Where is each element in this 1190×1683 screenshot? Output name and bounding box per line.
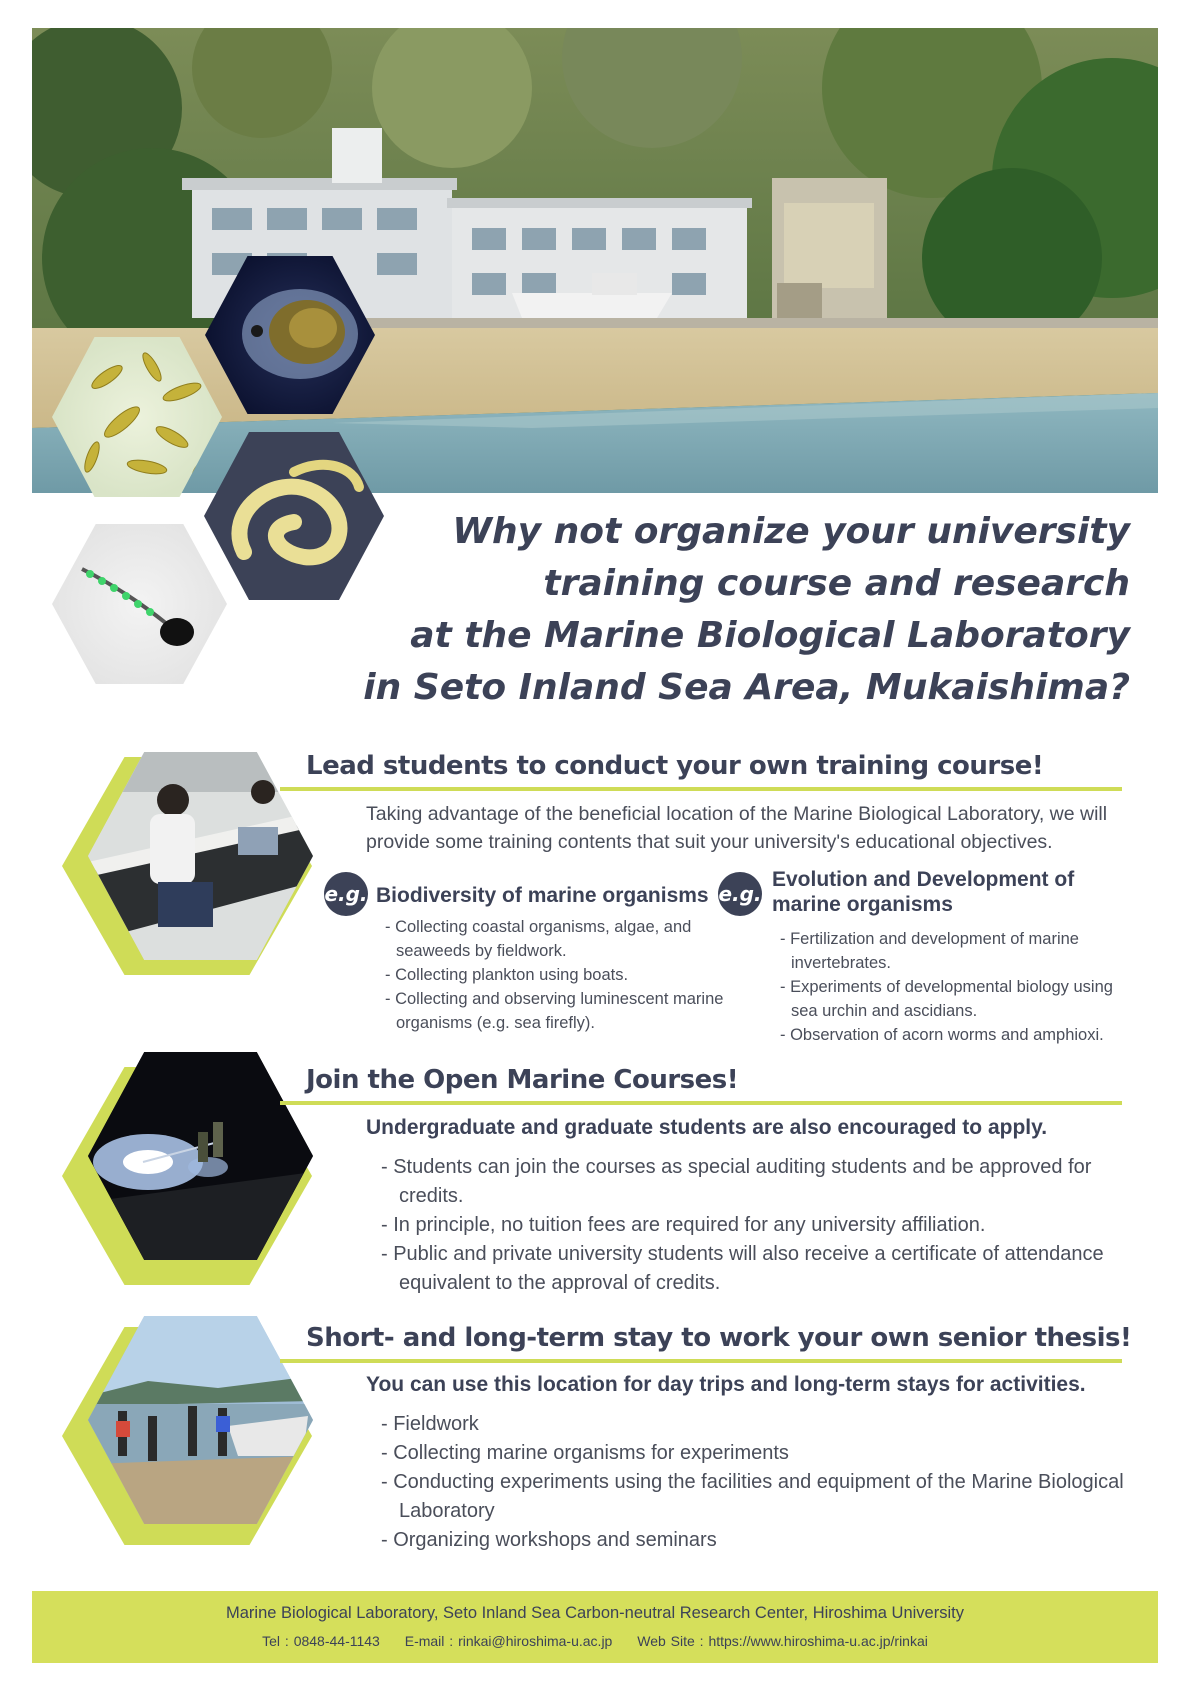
- list-item: - Collecting coastal organisms, algae, and seaweeds by fieldwork.: [385, 918, 692, 960]
- section1-rule: [280, 787, 1122, 791]
- list-item: - Collecting plankton using boats.: [385, 966, 629, 984]
- footer: [32, 1591, 1158, 1663]
- footer-org: Marine Biological Laboratory, Seto Inland Sea Carbon-neutral Research Center, Hiroshima University: [226, 1604, 964, 1622]
- footer-email[interactable]: E-mail : rinkai@hiroshima-u.ac.jp: [404, 1633, 613, 1649]
- list-item: - Fieldwork: [381, 1413, 479, 1435]
- list-item: - Public and private university students will also receive a certificate of attendance equivalent to the approval of credits.: [381, 1243, 1104, 1294]
- list-item: - Students can join the courses as special auditing students and be approved for credits.: [381, 1156, 1092, 1207]
- larva-photo: [52, 524, 227, 684]
- headline-line-3: at the Marine Biological Laboratory: [410, 615, 1130, 656]
- section2-rule: [280, 1101, 1122, 1105]
- example2-title: Evolution and Development of marine organisms: [772, 868, 1075, 916]
- headline-line-1: Why not organize your university: [452, 511, 1130, 552]
- footer-website[interactable]: Web Site : https://www.hiroshima-u.ac.jp/rinkai: [637, 1633, 928, 1649]
- section2-title: Join the Open Marine Courses!: [306, 1065, 739, 1095]
- list-item: - Collecting and observing luminescent marine organisms (e.g. sea firefly).: [385, 990, 724, 1032]
- list-item: - Collecting marine organisms for experiments: [381, 1442, 789, 1464]
- list-item: - Organizing workshops and seminars: [381, 1529, 717, 1551]
- section3-title: Short- and long-term stay to work your own senior thesis!: [306, 1323, 1132, 1353]
- section2-list: [365, 1153, 1135, 1298]
- section1-intro: Taking advantage of the beneficial location of the Marine Biological Laboratory, we will provide some training contents that suit your university's educational objectives.: [366, 803, 1108, 853]
- example1-title: Biodiversity of marine organisms: [376, 884, 709, 907]
- example2-list: [780, 927, 1120, 1047]
- example1-list: [385, 915, 745, 1035]
- list-item: - Experiments of developmental biology using sea urchin and ascidians.: [780, 978, 1113, 1020]
- headline-line-2: training course and research: [543, 563, 1130, 604]
- list-item: - Observation of acorn worms and amphioxi.: [780, 1026, 1104, 1044]
- eg-badge-2: e.g.: [718, 872, 762, 916]
- headline-line-4: in Seto Inland Sea Area, Mukaishima?: [363, 667, 1130, 708]
- section2-subtitle: Undergraduate and graduate students are also encouraged to apply.: [366, 1116, 1048, 1139]
- section3-list: [365, 1410, 1135, 1555]
- list-item: - Fertilization and development of marine invertebrates.: [780, 930, 1079, 972]
- section3-subtitle: You can use this location for day trips and long-term stays for activities.: [366, 1373, 1086, 1396]
- section3-rule: [280, 1359, 1122, 1363]
- eg-badge-1: e.g.: [324, 872, 368, 916]
- section1-title: Lead students to conduct your own training course!: [306, 751, 1044, 781]
- list-item: - In principle, no tuition fees are required for any university affiliation.: [381, 1214, 986, 1236]
- footer-tel: Tel : 0848-44-1143: [262, 1633, 380, 1649]
- list-item: - Conducting experiments using the facilities and equipment of the Marine Biological Laboratory: [381, 1471, 1124, 1522]
- footer-contact: [32, 1633, 1158, 1649]
- headline: [270, 506, 1130, 714]
